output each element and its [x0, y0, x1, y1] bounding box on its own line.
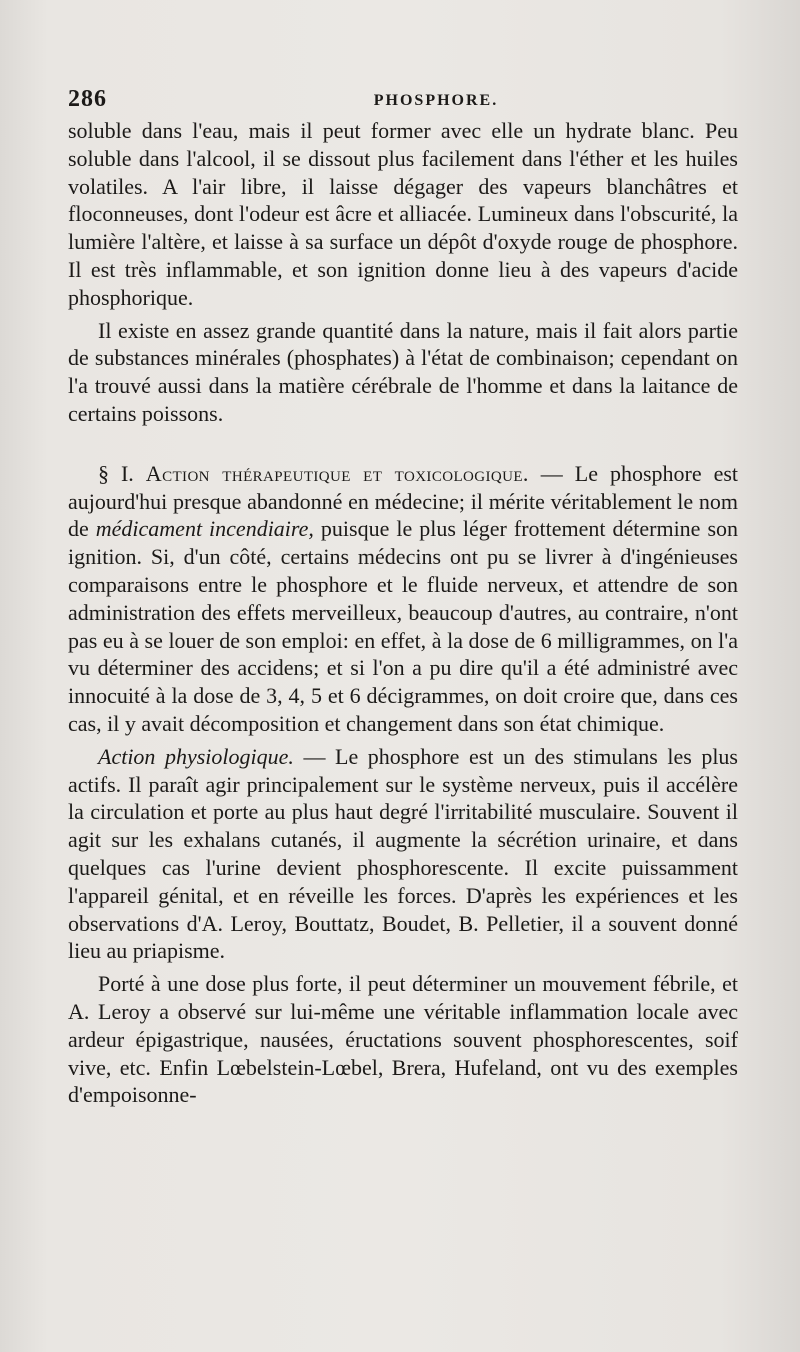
subsection-title: Action physiologique.	[98, 743, 294, 769]
page-header	[68, 86, 736, 116]
paragraph-physiological-action	[68, 743, 738, 965]
paragraph-text-after-italic: puisque le plus léger frottement détermine son ignition. Si, d'un côté, certains médecins ont pu se livrer à d'ingénieuses comparaisons entre le phosphore et le fluide nerveux, et attendre de son administration des effets merveilleux, beaucoup d'autres, au contraire, n'ont pas eu à se louer de son emploi: en effet, à la dose de 6 milligrammes, on l'a vu déterminer des accidens; et si l'on a pu dire qu'il a été administré avec innocuité à la dose de 3, 4, 5 et 6 décigrammes, on doit croire que, dans ces cas, il y avait décomposition et changement dans son état chimique.	[68, 516, 739, 736]
section-mark: § I.	[98, 460, 134, 486]
page-number: 286	[68, 86, 107, 112]
paragraph-higher-dose: Porté à une dose plus forte, il peut déterminer un mouvement fébrile, et A. Leroy a observé sur lui-même une véritable inflammation locale avec ardeur épigastrique, nausées, éructations souvent phosphorescentes, soif vive, etc. Enfin Lœbelstein-Lœbel, Brera, Hufeland, ont vu des exemples d'empoisonne-	[68, 971, 738, 1108]
italic-term: médicament incendiaire,	[95, 516, 314, 542]
paragraph-properties: soluble dans l'eau, mais il peut former avec elle un hydrate blanc. Peu soluble dans l'alcool, il se dissout plus facilement dans l'éther et les huiles volatiles. A l'air libre, il laisse dégager des vapeurs blanchâtres et floconneuses, dont l'odeur est âcre et alliacée. Lumineux dans l'obscurité, la lumière l'altère, et laisse à sa surface un dépôt d'oxyde rouge de phosphore. Il est très inflammable, et son ignition donne lieu à des vapeurs d'acide phosphorique.	[68, 118, 738, 310]
paragraph-occurrence: Il existe en assez grande quantité dans la nature, mais il fait alors partie de substances minérales (phosphates) à l'état de combinaison; cependant on l'a trouvé aussi dans la matière cérébrale de l'homme et dans la laitance de certains poissons.	[68, 317, 738, 426]
section-title: Action thérapeutique et toxicologique.	[145, 460, 529, 486]
body-text	[68, 117, 738, 1109]
paragraph-therapeutic-action	[68, 460, 738, 738]
paragraph-text: — Le phosphore est un des stimulans les plus actifs. Il paraît agir principalement sur le système nerveux, puis il accélère la circulation et porte au plus haut degré l'irritabilité musculaire. Souvent il agit sur les exhalans cutanés, il augmente la sécrétion urinaire, et dans quelques cas l'urine devient phosphorescente. Il excite puissamment l'appareil génital, et en réveille les forces. D'après les expériences et les observations d'A. Leroy, Bouttatz, Boudet, B. Pelletier, il a souvent donné lieu au priapisme.	[68, 743, 738, 964]
running-head: PHOSPHORE.	[373, 92, 499, 109]
paragraph-text-before-italic: — Le phosphore est aujourd'hui presque abandonné en médecine; il mérite véritablement le nom de	[68, 460, 739, 542]
